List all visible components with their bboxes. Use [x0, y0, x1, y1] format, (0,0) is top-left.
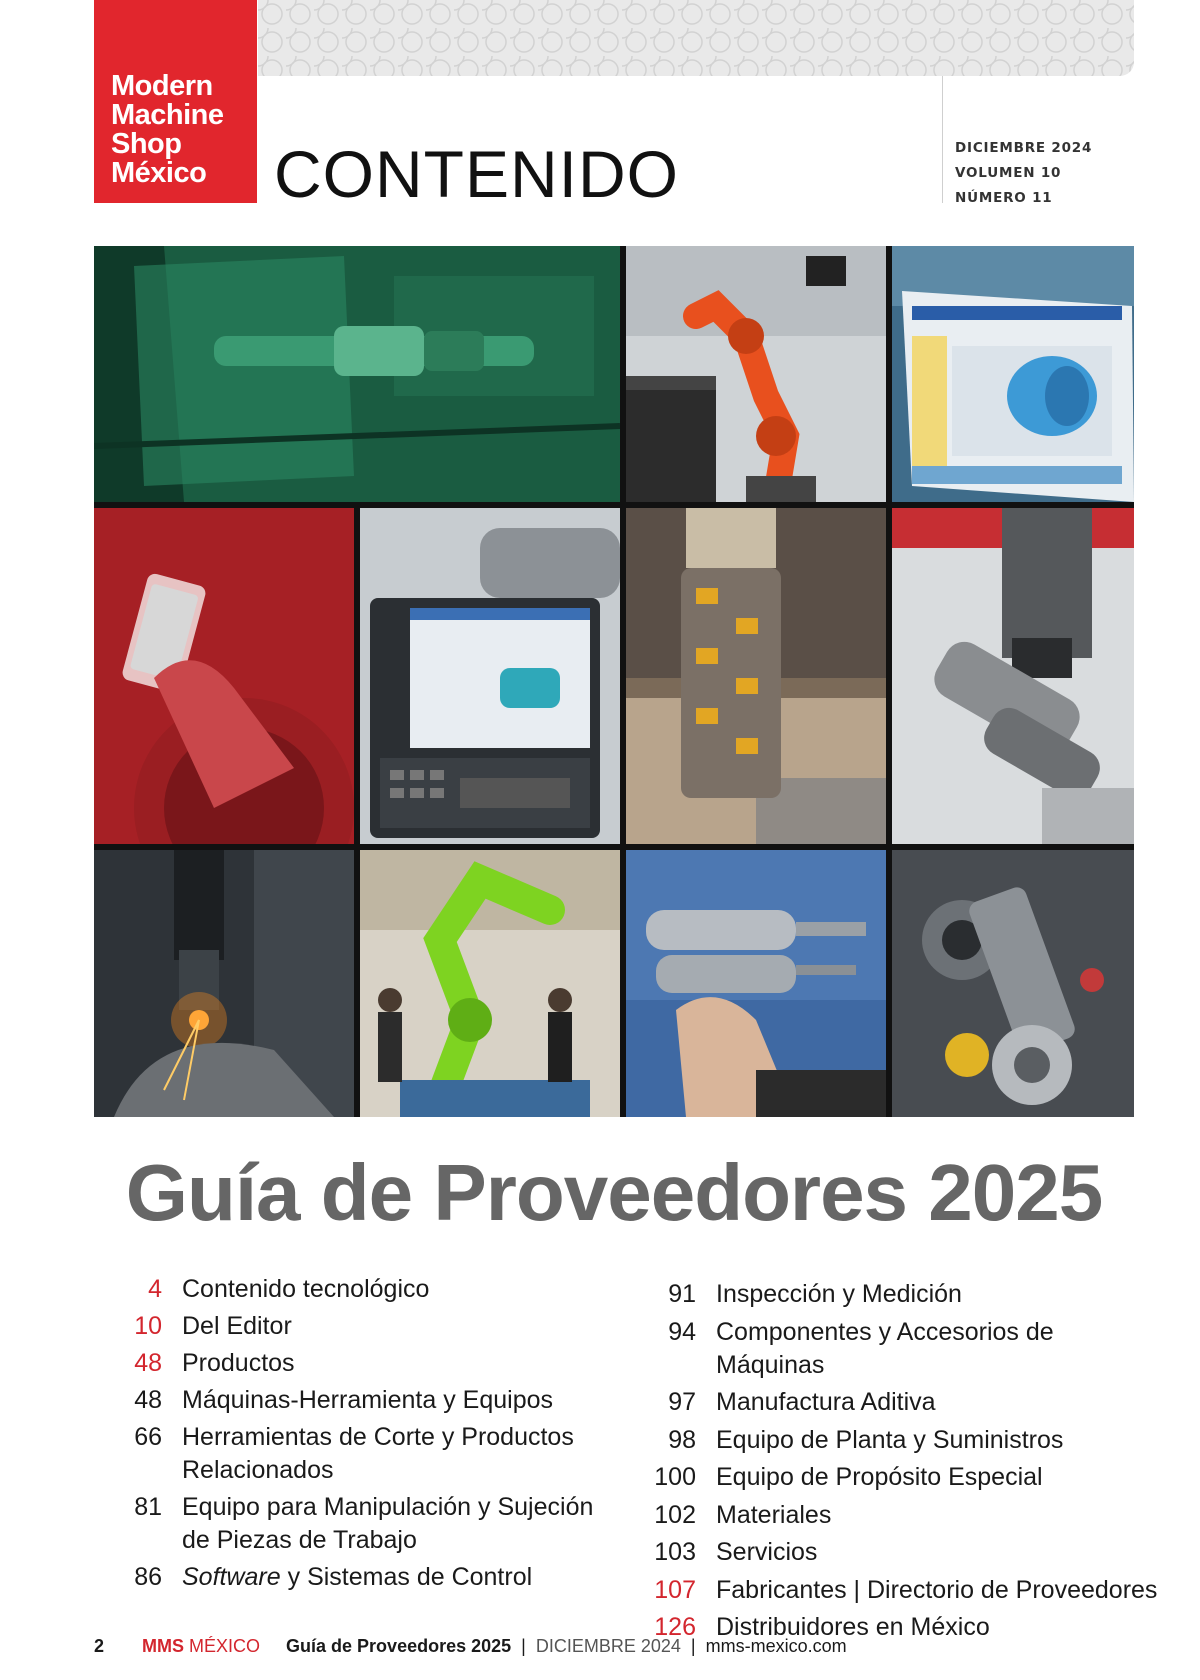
- toc-label-line-2: de Piezas de Trabajo: [182, 1526, 417, 1554]
- photo-milling-tool: [626, 508, 886, 844]
- logo-line-1: Modern: [111, 70, 213, 102]
- toc-page-number: 48: [134, 1386, 162, 1414]
- photo-red-phone-hand: [94, 508, 354, 844]
- header-pattern-band: [258, 0, 1134, 76]
- toc-label: [182, 1421, 574, 1487]
- toc-page-number: 102: [654, 1500, 696, 1529]
- toc-label-line-1: Herramientas de Corte y Productos: [182, 1423, 574, 1451]
- page-number: 2: [94, 1636, 105, 1656]
- toc-page-number: 81: [134, 1493, 162, 1521]
- toc-page-number: 48: [134, 1349, 162, 1377]
- toc-left-column: [120, 1273, 680, 1598]
- logo-line-3: Shop: [111, 128, 182, 160]
- toc-page-number: 98: [668, 1425, 696, 1454]
- toc-label: [182, 1491, 593, 1557]
- toc-entry[interactable]: [120, 1491, 680, 1557]
- magazine-logo: [94, 0, 257, 203]
- toc-label: Equipo de Planta y Suministros: [716, 1425, 1064, 1454]
- header-divider: [942, 76, 943, 203]
- photo-gear-machining: [892, 508, 1134, 844]
- toc-page-number: 10: [134, 1312, 162, 1340]
- photo-green-robot-expo: [360, 850, 620, 1117]
- toc-page-number: 86: [134, 1563, 162, 1591]
- toc-label-line-2: Relacionados: [182, 1456, 334, 1484]
- photo-orange-robot: [626, 246, 886, 502]
- toc-page-number: 103: [654, 1538, 696, 1566]
- toc-label: Productos: [182, 1349, 295, 1377]
- toc-label: Inspección y Medición: [716, 1280, 962, 1308]
- toc-page-number: 126: [654, 1613, 696, 1641]
- photo-cnc-software-screen: [892, 246, 1134, 502]
- toc-entry[interactable]: [120, 1421, 680, 1487]
- toc-label: Distribuidores en México: [716, 1613, 990, 1641]
- toc-right-column: [640, 1278, 1160, 1649]
- toc-entry[interactable]: [640, 1536, 1160, 1569]
- toc-label: Manufactura Aditiva: [716, 1388, 936, 1416]
- footer-guide: Guía de Proveedores 2025: [286, 1636, 512, 1656]
- toc-page-number: 4: [148, 1275, 162, 1303]
- footer-brand-rest: MÉXICO: [184, 1636, 261, 1656]
- toc-page-number: 97: [668, 1388, 696, 1416]
- logo-line-4: México: [111, 157, 207, 189]
- toc-label: Componentes y Accesorios de Máquinas: [716, 1317, 1054, 1379]
- photo-tool-holder-hand: [626, 850, 886, 1117]
- toc-page-number: 66: [134, 1423, 162, 1451]
- footer-date: DICIEMBRE 2024: [535, 1636, 681, 1656]
- toc-entry[interactable]: [120, 1384, 680, 1417]
- toc-label-line-1: Equipo para Manipulación y Sujeción: [182, 1493, 594, 1521]
- footer-brand-bold: MMS: [142, 1636, 185, 1656]
- page-footer: [94, 1636, 1144, 1657]
- toc-label-rest: y Sistemas de Control: [280, 1563, 533, 1591]
- issue-date: DICIEMBRE 2024: [955, 140, 1093, 156]
- issue-volume: VOLUMEN 10: [955, 165, 1062, 181]
- toc-label: Servicios: [716, 1538, 818, 1566]
- guide-title: Guía de Proveedores 2025: [125, 1148, 1103, 1237]
- photo-green-machine-interior: [94, 246, 620, 502]
- issue-info: [955, 136, 1092, 211]
- toc-label: Equipo de Propósito Especial: [716, 1463, 1043, 1491]
- photo-laser-welding: [94, 850, 354, 1117]
- toc-page-number: 107: [654, 1575, 696, 1604]
- toc-entry[interactable]: [640, 1386, 1160, 1419]
- toc-entry[interactable]: [640, 1461, 1160, 1494]
- toc-entry[interactable]: [640, 1316, 1160, 1382]
- toc-entry[interactable]: [120, 1273, 680, 1306]
- footer-website-link[interactable]: mms-mexico.com: [705, 1636, 847, 1656]
- toc-label: Fabricantes | Directorio de Proveedores: [716, 1575, 1158, 1604]
- toc-entry[interactable]: [640, 1574, 1160, 1607]
- toc-page-number: 94: [668, 1317, 696, 1346]
- photo-cnc-control-panel: [360, 508, 620, 844]
- photo-lathe-turret: [892, 850, 1134, 1117]
- toc-label: Contenido tecnológico: [182, 1275, 430, 1303]
- toc-entry[interactable]: [120, 1347, 680, 1380]
- toc-entry[interactable]: [640, 1499, 1160, 1532]
- photo-collage: [94, 246, 1134, 1117]
- toc-label-italic: Software: [182, 1563, 281, 1591]
- toc-entry[interactable]: [120, 1310, 680, 1343]
- toc-label: Materiales: [716, 1500, 832, 1529]
- toc-label: [182, 1561, 532, 1594]
- toc-page-number: 100: [654, 1463, 696, 1491]
- toc-page-number: 91: [668, 1280, 696, 1308]
- toc-entry[interactable]: [120, 1561, 680, 1594]
- footer-separator: |: [690, 1636, 696, 1656]
- issue-number: NÚMERO 11: [955, 190, 1053, 206]
- toc-label: Máquinas-Herramienta y Equipos: [182, 1386, 554, 1414]
- toc-entry[interactable]: [640, 1424, 1160, 1457]
- toc-entry[interactable]: [640, 1278, 1160, 1311]
- logo-line-2: Machine: [111, 99, 224, 131]
- section-title: CONTENIDO: [274, 137, 679, 211]
- toc-label: Del Editor: [182, 1312, 292, 1340]
- footer-separator: |: [521, 1636, 526, 1656]
